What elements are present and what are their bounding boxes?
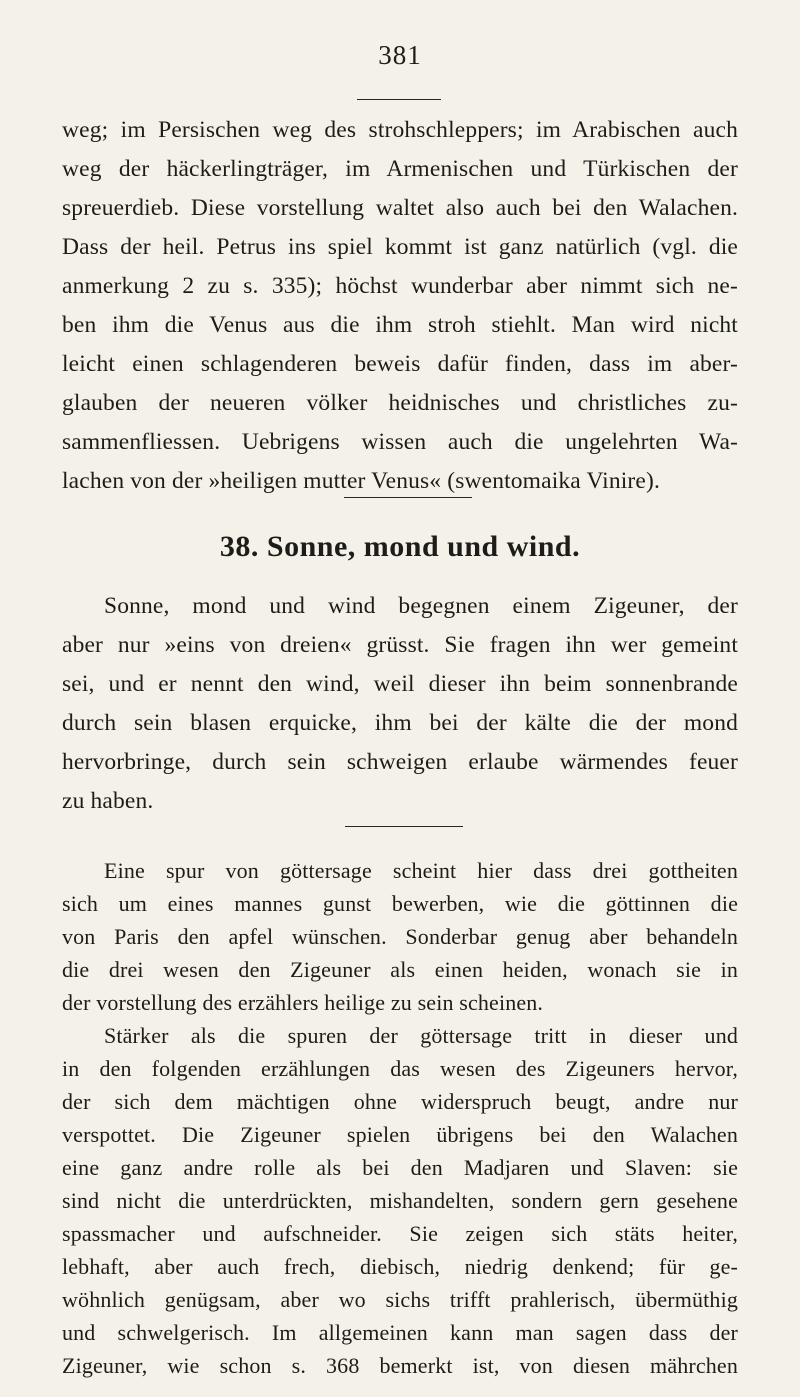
text-line: sei, und er nennt den wind, weil dieser ihn beim sonnenbrande: [62, 671, 738, 697]
text-line: leicht einen schlagenderen beweis dafür finden, dass im aber-: [62, 351, 738, 377]
text-line: ben ihm die Venus aus die ihm stroh stiehlt. Man wird nicht: [62, 312, 738, 338]
text-line: Sonne, mond und wind begegnen einem Zigeuner, der: [104, 593, 738, 619]
text-line: und schwelgerisch. Im allgemeinen kann man sagen dass der: [62, 1320, 738, 1345]
text-line: in den folgenden erzählungen das wesen des Zigeuners hervor,: [62, 1056, 738, 1081]
text-line: Dass der heil. Petrus ins spiel kommt ist ganz natürlich (vgl. die: [62, 234, 738, 260]
text-line: sich um eines mannes gunst bewerben, wie die göttinnen die: [62, 891, 738, 916]
section-heading: 38. Sonne, mond und wind.: [219, 530, 581, 563]
header-rule: [357, 99, 441, 100]
text-line: Eine spur von göttersage scheint hier dass drei gottheiten: [104, 858, 738, 883]
text-line: lachen von der »heiligen mutter Venus« (swentomaika Vinire).: [62, 468, 660, 494]
text-line: sind nicht die unterdrückten, mishandelten, sondern gern gesehene: [62, 1188, 738, 1213]
separator-rule: [345, 826, 463, 827]
section-rule: [344, 497, 472, 498]
text-line: spreuerdieb. Diese vorstellung waltet also auch bei den Walachen.: [62, 195, 738, 221]
text-line: Stärker als die spuren der göttersage tritt in dieser und: [104, 1023, 738, 1048]
page-number: 381: [378, 40, 422, 70]
text-line: lebhaft, aber auch frech, diebisch, niedrig denkend; für ge-: [62, 1254, 738, 1279]
text-line: glauben der neueren völker heidnisches und christliches zu-: [62, 390, 738, 416]
text-line: von Paris den apfel wünschen. Sonderbar genug aber behandeln: [62, 924, 738, 949]
text-line: verspottet. Die Zigeuner spielen übrigens bei den Walachen: [62, 1122, 738, 1147]
text-line: der vorstellung des erzählers heilige zu sein scheinen.: [62, 990, 544, 1015]
text-line: weg der häckerlingträger, im Armenischen und Türkischen der: [62, 156, 738, 182]
text-line: aber nur »eins von dreien« grüsst. Sie fragen ihn wer gemeint: [62, 632, 738, 658]
text-line: die drei wesen den Zigeuner als einen heiden, wonach sie in: [62, 957, 738, 982]
text-line: spassmacher und aufschneider. Sie zeigen sich stäts heiter,: [62, 1221, 738, 1246]
text-line: der sich dem mächtigen ohne widerspruch beugt, andre nur: [62, 1089, 738, 1114]
text-line: wöhnlich genügsam, aber wo sichs trifft prahlerisch, übermüthig: [62, 1287, 738, 1312]
text-line: Zigeuner, wie schon s. 368 bemerkt ist, von diesen mährchen: [62, 1353, 738, 1378]
text-line: anmerkung 2 zu s. 335); höchst wunderbar aber nimmt sich ne-: [62, 273, 738, 299]
text-line: eine ganz andre rolle als bei den Madjaren und Slaven: sie: [62, 1155, 738, 1180]
text-line: zu haben.: [62, 788, 154, 814]
text-line: weg; im Persischen weg des strohschleppers; im Arabischen auch: [62, 117, 738, 143]
text-line: sammenfliessen. Uebrigens wissen auch die ungelehrten Wa-: [62, 429, 738, 455]
text-line: durch sein blasen erquicke, ihm bei der kälte die der mond: [62, 710, 738, 736]
text-line: hervorbringe, durch sein schweigen erlaube wärmendes feuer: [62, 749, 738, 775]
